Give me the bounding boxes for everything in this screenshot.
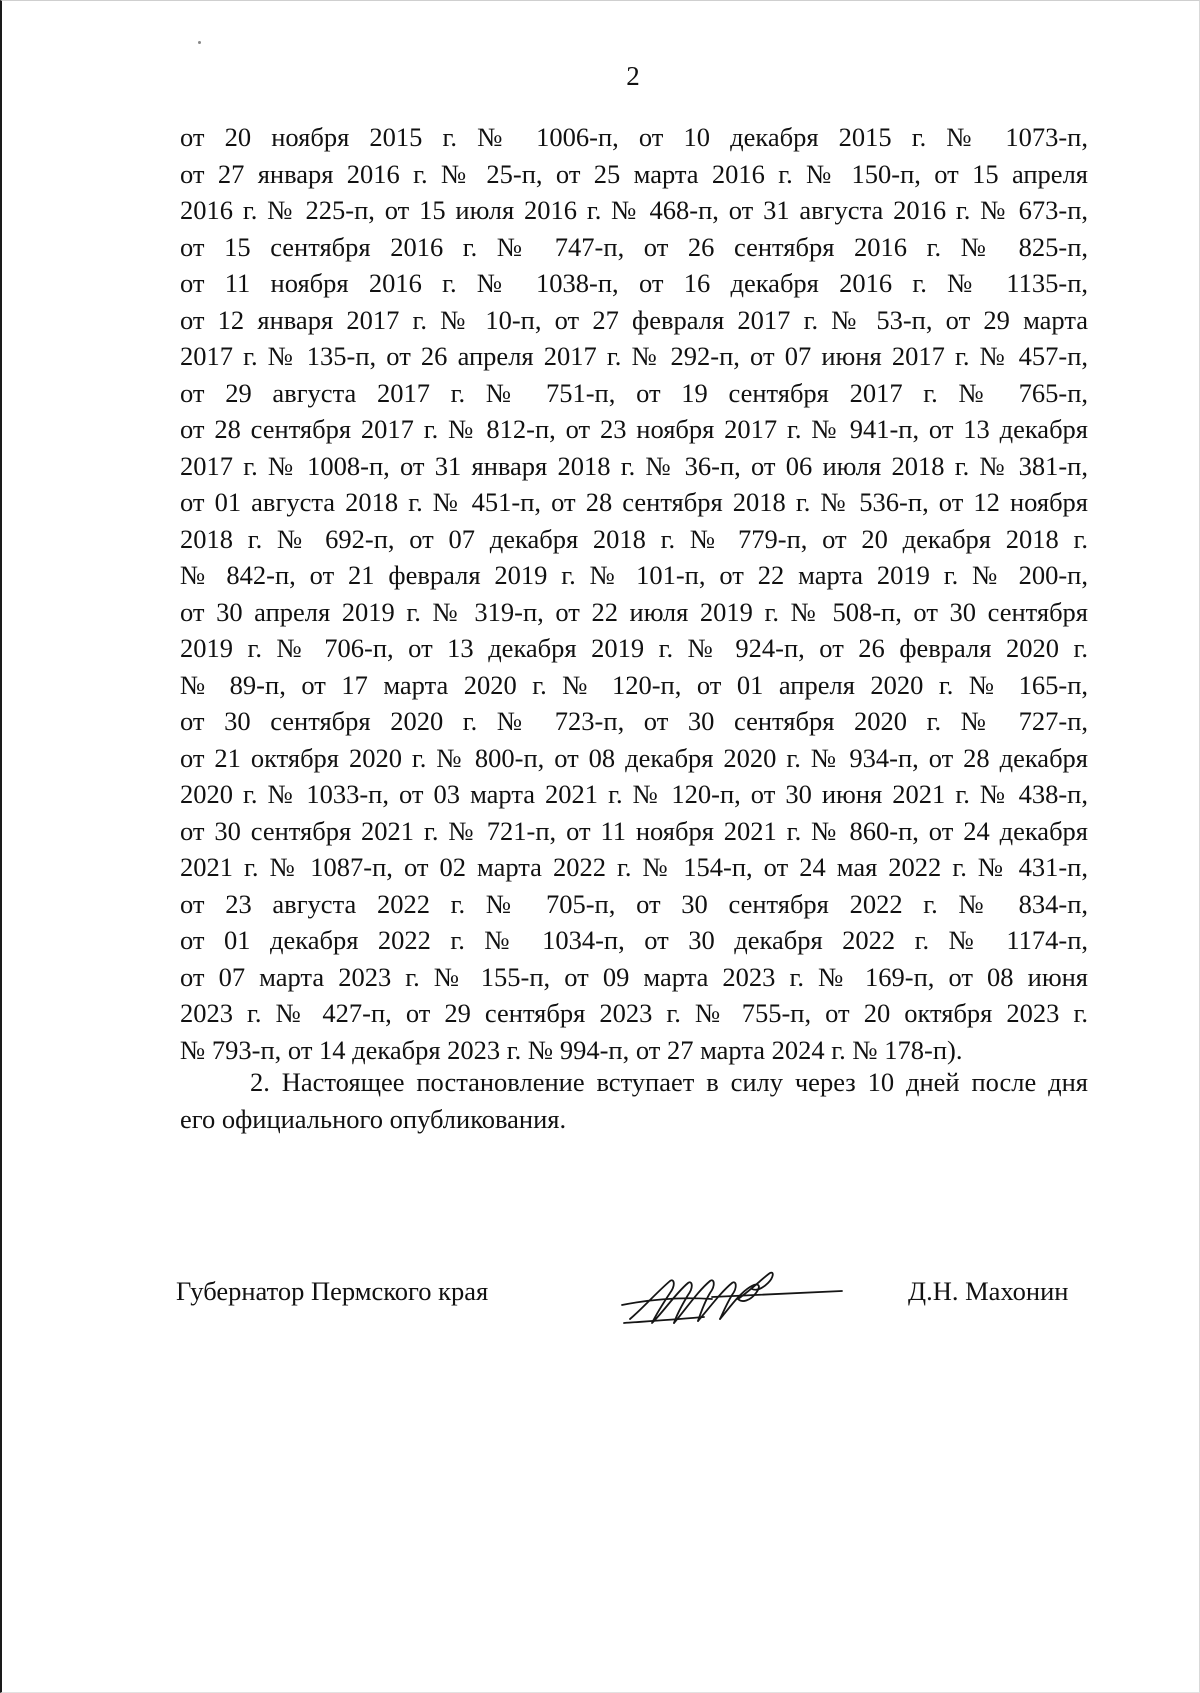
clause-2-line: его официального опубликования. <box>180 1103 567 1134</box>
handwritten-signature <box>612 1263 852 1333</box>
body-line: от 01 декабря 2022 г. № 1034-п, от 30 декабря 2022 г. № 1174-п, <box>180 925 1088 955</box>
body-line: 2021 г. № 1087-п, от 02 марта 2022 г. № 154-п, от 24 мая 2022 г. № 431-п, <box>180 852 1088 882</box>
body-line: 2016 г. № 225-п, от 15 июля 2016 г. № 468-п, от 31 августа 2016 г. № 673-п, <box>180 195 1088 225</box>
body-line: 2018 г. № 692-п, от 07 декабря 2018 г. № 779-п, от 20 декабря 2018 г. <box>180 523 1088 554</box>
body-line: 2017 г. № 1008-п, от 31 января 2018 г. № 36-п, от 06 июля 2018 г. № 381-п, <box>180 450 1088 481</box>
body-line: 2017 г. № 135-п, от 26 апреля 2017 г. № 292-п, от 07 июня 2017 г. № 457-п, <box>180 341 1088 371</box>
body-text <box>180 119 1088 1068</box>
page-number: 2 <box>626 61 640 91</box>
body-line: 2019 г. № 706-п, от 13 декабря 2019 г. № 924-п, от 26 февраля 2020 г. <box>180 633 1088 663</box>
clause-2-line: 2. Настоящее постановление вступает в силу через 10 дней после дня <box>250 1067 1088 1097</box>
body-line: от 11 ноября 2016 г. № 1038-п, от 16 декабря 2016 г. № 1135-п, <box>180 268 1088 298</box>
body-line: от 30 апреля 2019 г. № 319-п, от 22 июля 2019 г. № 508-п, от 30 сентября <box>180 596 1088 627</box>
body-line: от 12 января 2017 г. № 10-п, от 27 февраля 2017 г. № 53-п, от 29 марта <box>180 304 1088 335</box>
body-line: 2020 г. № 1033-п, от 03 марта 2021 г. № 120-п, от 30 июня 2021 г. № 438-п, <box>180 779 1088 809</box>
body-line: от 30 сентября 2020 г. № 723-п, от 30 сентября 2020 г. № 727-п, <box>180 706 1088 736</box>
body-line: от 30 сентября 2021 г. № 721-п, от 11 ноября 2021 г. № 860-п, от 24 декабря <box>180 815 1088 846</box>
body-line: от 28 сентября 2017 г. № 812-п, от 23 ноября 2017 г. № 941-п, от 13 декабря <box>180 414 1088 444</box>
body-line: от 15 сентября 2016 г. № 747-п, от 26 сентября 2016 г. № 825-п, <box>180 231 1088 262</box>
scan-speck <box>198 41 201 44</box>
body-line: от 23 августа 2022 г. № 705-п, от 30 сентября 2022 г. № 834-п, <box>180 888 1088 919</box>
body-line: от 01 августа 2018 г. № 451-п, от 28 сентября 2018 г. № 536-п, от 12 ноября <box>180 487 1088 517</box>
body-line: № 842-п, от 21 февраля 2019 г. № 101-п, от 22 марта 2019 г. № 200-п, <box>180 560 1088 590</box>
body-line: от 27 января 2016 г. № 25-п, от 25 марта 2016 г. № 150-п, от 15 апреля <box>180 158 1088 189</box>
body-line: от 07 марта 2023 г. № 155-п, от 09 марта 2023 г. № 169-п, от 08 июня <box>180 961 1088 992</box>
body-line: № 89-п, от 17 марта 2020 г. № 120-п, от 01 апреля 2020 г. № 165-п, <box>180 669 1088 700</box>
signatory-title: Губернатор Пермского края <box>176 1276 489 1306</box>
body-line: от 20 ноября 2015 г. № 1006-п, от 10 декабря 2015 г. № 1073-п, <box>180 122 1088 152</box>
body-line: от 29 августа 2017 г. № 751-п, от 19 сентября 2017 г. № 765-п, <box>180 377 1088 408</box>
body-line: № 793-п, от 14 декабря 2023 г. № 994-п, от 27 марта 2024 г. № 178-п). <box>180 1034 963 1065</box>
clause-2 <box>180 1064 1088 1137</box>
body-line: 2023 г. № 427-п, от 29 сентября 2023 г. № 755-п, от 20 октября 2023 г. <box>180 998 1088 1028</box>
signatory-name: Д.Н. Махонин <box>908 1276 1069 1306</box>
body-line: от 21 октября 2020 г. № 800-п, от 08 декабря 2020 г. № 934-п, от 28 декабря <box>180 742 1088 773</box>
signature-block <box>2 1263 1200 1333</box>
